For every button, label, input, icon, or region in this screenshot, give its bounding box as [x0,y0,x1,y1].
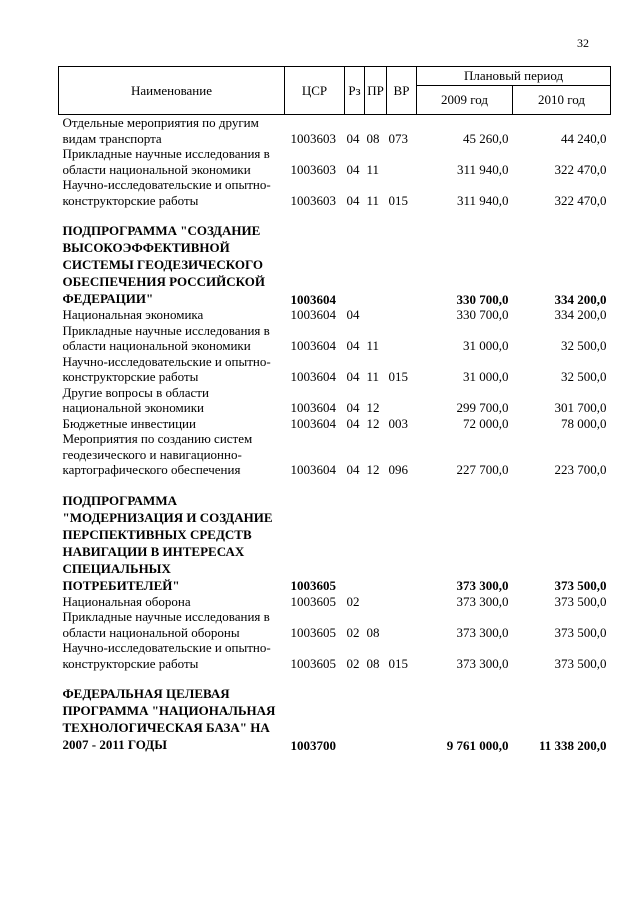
row-rz: 04 [346,462,360,477]
row-name: Национальная экономика [62,307,204,322]
row-pr [365,685,387,753]
row-vr: 003 [388,415,408,431]
row-year-2009: 373 300,0 [456,593,509,609]
row-name: Прикладные научные исследования в области национальной экономики [62,322,270,353]
row-vr [387,685,417,753]
table-row [59,431,611,478]
table-row [59,609,611,640]
header-rz: Рз [345,67,365,115]
row-pr: 08 [366,130,380,146]
row-name: Бюджетные инвестиции [62,415,196,431]
row-rz: 02 [346,624,360,640]
row-name: Прикладные научные исследования в области национальной обороны [62,609,270,640]
row-name: Прикладные научные исследования в области национальной экономики [62,146,270,177]
row-csr: 1003604 [290,400,336,415]
row-csr: 1003604 [290,415,336,431]
row-year-2009: 299 700,0 [456,400,509,415]
table-row [59,115,611,147]
row-pr: 11 [366,369,380,384]
row-year-2009: 72 000,0 [463,415,509,431]
row-year-2010: 334 200,0 [554,307,607,322]
row-year-2010: 301 700,0 [554,400,607,415]
row-year-2009: 311 940,0 [456,161,509,177]
row-year-2010: 373 500,0 [554,578,607,593]
row-vr [387,222,417,307]
row-pr: 12 [366,415,380,431]
table-row [59,385,611,416]
row-name: Отдельные мероприятия по другим видам транспорта [62,115,259,146]
row-year-2009: 330 700,0 [456,291,509,307]
row-csr: 1003603 [290,130,336,146]
row-rz [345,222,365,307]
row-vr [387,323,417,354]
row-year-2009: 31 000,0 [463,369,509,384]
header-name: Наименование [59,67,285,115]
row-pr [365,222,387,307]
row-year-2009: 373 300,0 [456,578,509,593]
row-year-2009: 31 000,0 [463,338,509,353]
row-csr: 1003605 [290,593,336,609]
row-csr: 1003603 [290,192,336,208]
table-row [59,323,611,354]
table-row [59,640,611,671]
row-csr: 1003605 [290,624,336,640]
row-name: Другие вопросы в области национальной экономики [62,384,209,415]
row-vr [387,307,417,323]
subprogram-row [59,222,611,307]
row-csr: 1003605 [290,578,336,593]
row-rz: 02 [346,593,360,609]
header-planned-period: Плановый период [417,67,611,86]
header-year-2009: 2009 год [417,86,513,115]
row-csr: 1003700 [290,737,336,753]
header-csr: ЦСР [285,67,345,115]
row-year-2009: 373 300,0 [456,624,509,640]
header-year-2010: 2010 год [513,86,611,115]
row-year-2009: 45 260,0 [463,130,509,146]
row-csr: 1003604 [290,291,336,307]
row-vr: 073 [388,130,408,146]
row-pr: 12 [366,462,380,477]
header-vr: ВР [387,67,417,115]
row-csr: 1003604 [290,369,336,384]
row-rz: 04 [346,161,360,177]
table-body [59,115,611,754]
table-row [59,416,611,432]
row-rz: 02 [346,655,360,671]
row-csr: 1003603 [290,161,336,177]
row-name: ПОДПРОГРАММА "СОЗДАНИЕ ВЫСОКОЭФФЕКТИВНОЙ СИСТЕМЫ ГЕОДЕЗИЧЕСКОГО ОБЕСПЕЧЕНИЯ РОССИЙСКОЙ ФЕДЕРАЦИИ" [62,223,265,306]
row-year-2010: 322 470,0 [554,161,607,177]
row-year-2010: 32 500,0 [561,369,607,384]
row-name: Научно-исследовательские и опытно-конструкторские работы [62,177,271,208]
row-rz: 04 [346,369,360,384]
row-rz: 04 [346,400,360,415]
row-name: ПОДПРОГРАММА "МОДЕРНИЗАЦИЯ И СОЗДАНИЕ ПЕРСПЕКТИВНЫХ СРЕДСТВ НАВИГАЦИИ В ИНТЕРЕСАХ СПЕЦИАЛЬНЫХ ПОТРЕБИТЕЛЕЙ" [62,492,273,593]
row-pr: 08 [366,655,380,671]
page-number: 32 [577,36,589,50]
row-pr: 11 [366,338,380,353]
program-row [59,685,611,753]
row-year-2010: 322 470,0 [554,192,607,208]
row-name: Национальная оборона [62,593,191,609]
row-csr: 1003605 [290,655,336,671]
row-pr [365,307,387,323]
row-year-2010: 44 240,0 [561,130,607,146]
table-row [59,177,611,208]
row-year-2009: 311 940,0 [456,192,509,208]
row-rz: 04 [346,338,360,353]
row-year-2010: 334 200,0 [554,291,607,307]
row-year-2010: 373 500,0 [554,655,607,671]
row-year-2010: 11 338 200,0 [538,737,607,753]
header-pr: ПР [365,67,387,115]
row-rz [345,492,365,594]
row-pr: 08 [366,624,380,640]
subprogram-row [59,492,611,594]
row-vr: 015 [388,655,408,671]
row-year-2010: 373 500,0 [554,593,607,609]
row-pr [365,492,387,594]
row-csr: 1003604 [290,462,336,477]
row-vr [387,385,417,416]
row-rz: 04 [346,307,360,322]
row-year-2009: 227 700,0 [456,462,509,477]
row-pr [365,594,387,610]
row-year-2010: 223 700,0 [554,462,607,477]
row-year-2009: 330 700,0 [456,307,509,322]
row-rz [345,685,365,753]
row-year-2009: 373 300,0 [456,655,509,671]
row-vr [387,146,417,177]
table-header [59,67,611,115]
row-year-2010: 78 000,0 [561,415,607,431]
row-name: Научно-исследовательские и опытно-конструкторские работы [62,640,271,671]
row-rz: 04 [346,415,360,431]
row-year-2010: 373 500,0 [554,624,607,640]
row-vr: 015 [388,369,408,384]
row-year-2009: 9 761 000,0 [446,737,509,753]
row-vr [387,609,417,640]
row-vr: 015 [388,192,408,208]
row-pr: 11 [366,192,380,208]
row-year-2010: 32 500,0 [561,338,607,353]
row-vr [387,594,417,610]
row-vr [387,492,417,594]
table-row [59,146,611,177]
row-vr: 096 [388,462,408,477]
row-name: Мероприятия по созданию систем геодезического и навигационно-картографического обеспечения [62,431,253,477]
row-name: Научно-исследовательские и опытно-конструкторские работы [62,353,271,384]
table-row [59,307,611,323]
row-name: ФЕДЕРАЛЬНАЯ ЦЕЛЕВАЯ ПРОГРАММА "НАЦИОНАЛЬНАЯ ТЕХНОЛОГИЧЕСКАЯ БАЗА" НА 2007 - 2011 ГОДЫ [62,686,276,752]
table-row [59,354,611,385]
row-pr: 12 [366,400,380,415]
budget-table [58,66,611,753]
row-csr: 1003604 [290,307,336,322]
table-row [59,594,611,610]
row-csr: 1003604 [290,338,336,353]
row-pr: 11 [366,161,380,177]
row-rz: 04 [346,130,360,146]
row-rz: 04 [346,192,360,208]
